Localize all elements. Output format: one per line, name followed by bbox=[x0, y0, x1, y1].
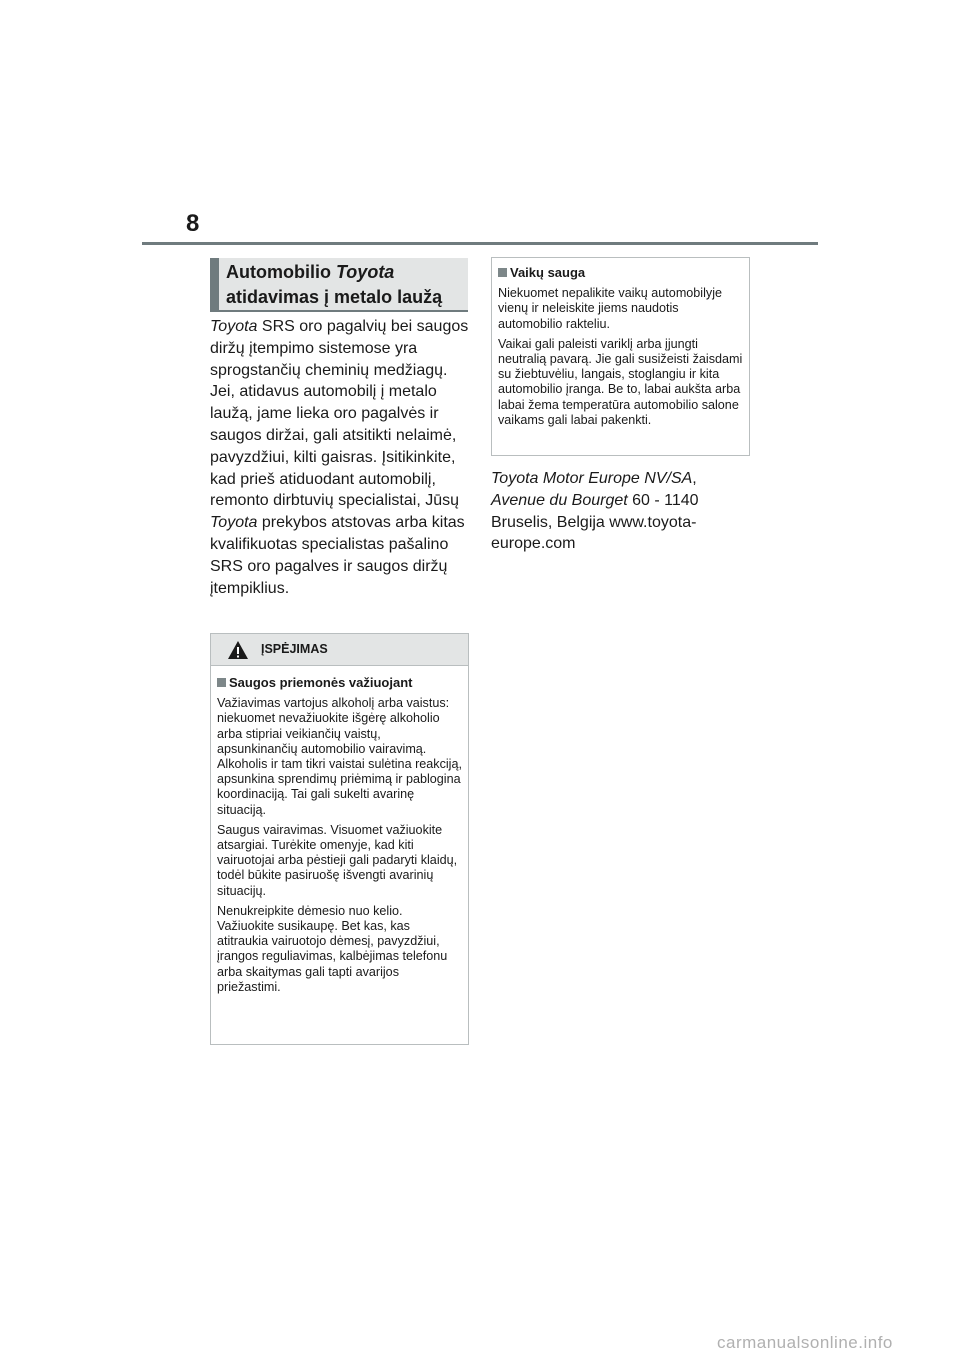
address-company: Toyota Motor Europe NV/SA bbox=[491, 470, 693, 487]
square-bullet-icon bbox=[217, 678, 226, 687]
address-rest: 60 - 1140 Bruselis, Belgija www.toyota-europe.com bbox=[491, 491, 699, 553]
child-safety-paragraph: Niekuomet nepalikite vaikų automobilyje vienų ir neleiskite jiems naudotis automobilio rakteliu. bbox=[498, 286, 723, 331]
warning-paragraph: Nenukreipkite dėmesio nuo kelio. Važiuokite susikaupę. Bet kas, kas atitraukia vairuotojo dėmesį, pavyzdžiui, įrangos reguliavimas, kalbėjimas telefonu arba skaitymas gali tapti avarijos priežastimi. bbox=[217, 903, 448, 994]
warning-subheading-text: Saugos priemonės važiuojant bbox=[229, 675, 413, 690]
child-safety-paragraph: Vaikai gali paleisti variklį arba įjungti neutralią pavarą. Jie gali susižeisti žaisdami su žiebtuvėliu, langais, stoglangiu ir kita automobilio įranga. Be to, labai aukšta arba labai žema temperatūra automobilio salone vaikams gali labai pakenkti. bbox=[498, 336, 743, 427]
child-safety-box bbox=[491, 257, 750, 456]
warning-triangle-icon bbox=[227, 640, 249, 660]
warning-title: ĮSPĖJIMAS bbox=[261, 642, 328, 656]
heading-brand: Toyota bbox=[335, 262, 395, 282]
square-bullet-icon bbox=[498, 268, 507, 277]
footer-watermark: carmanualsonline.info bbox=[717, 1333, 893, 1352]
manufacturer-address bbox=[491, 468, 751, 555]
warning-header bbox=[211, 634, 468, 666]
body-brand: Toyota bbox=[210, 318, 258, 335]
warning-box bbox=[210, 633, 469, 1045]
page-number: 8 bbox=[186, 210, 200, 237]
child-safety-subheading-text: Vaikų sauga bbox=[510, 265, 586, 280]
child-safety-content bbox=[492, 258, 749, 428]
warning-subheading bbox=[217, 675, 462, 690]
header-rule bbox=[142, 242, 818, 245]
body-part2: prekybos atstovas arba kitas kvalifikuotas specialistas pašalino SRS oro pagalves ir saugos diržų įtempiklius. bbox=[210, 514, 465, 597]
warning-content bbox=[211, 666, 468, 995]
heading-line2: atidavimas į metalo laužą bbox=[226, 287, 443, 307]
address-street: Avenue du Bourget bbox=[491, 491, 628, 509]
section-heading-text bbox=[226, 260, 464, 310]
heading-accent-bar bbox=[210, 258, 219, 310]
heading-prefix: Automobilio bbox=[226, 262, 336, 282]
body-part1: SRS oro pagalvių bei saugos diržų įtempimo sistemose yra sprogstančių cheminių medžiagų. Jei, atidavus automobilį į metalo laužą, jame lieka oro pagalvės ir saugos diržai, gali atsitikti nelaimė, pavyzdžiui, kilti gaisras. Įsitikinkite, kad prieš atiduodant automobilį, remonto dirbtuvių specialistai, Jūsų bbox=[210, 318, 469, 510]
address-sep: , bbox=[692, 470, 697, 487]
child-safety-subheading bbox=[498, 265, 743, 280]
warning-paragraph: Saugus vairavimas. Visuomet važiuokite atsargiai. Turėkite omenyje, kad kiti vairuotojai arba pėstieji gali padaryti klaidų, todėl būkite pasiruošę išvengti avarinių situacijų. bbox=[217, 822, 458, 898]
body-paragraph bbox=[210, 316, 472, 599]
section-heading bbox=[210, 258, 468, 312]
warning-paragraph: Važiavimas vartojus alkoholį arba vaistus: niekuomet nevažiuokite išgėrę alkoholio arba stipriai veikiančių vaistų, apsunkinančių automobilio vairavimą. Alkoholis ir tam tikri vaistai sulėtina reakciją, apsunkina sprendimų priėmimą ir pablogina koordinaciją. Tai gali sukelti avarinę situaciją. bbox=[217, 696, 462, 817]
body-brand2: Toyota bbox=[210, 514, 258, 532]
